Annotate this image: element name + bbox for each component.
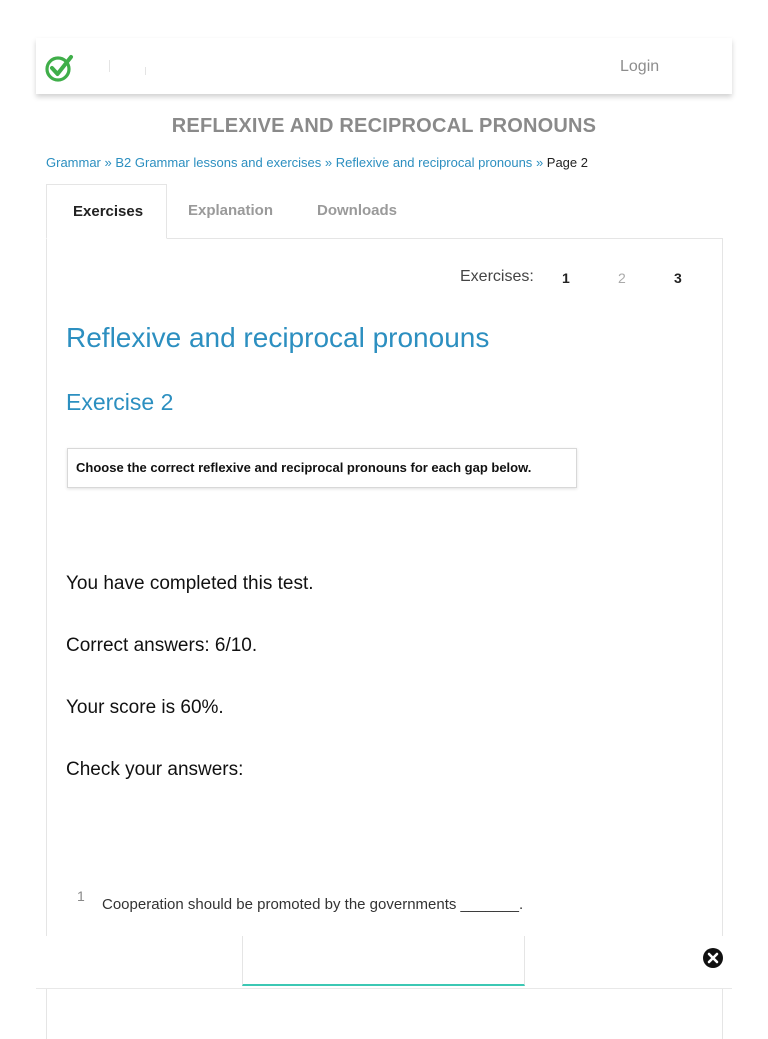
page-heading: REFLEXIVE AND RECIPROCAL PRONOUNS <box>171 115 597 137</box>
exercise-title: Exercise 2 <box>66 389 174 415</box>
question-number: 1 <box>77 888 85 904</box>
site-header <box>36 38 732 94</box>
ad-banner[interactable] <box>242 936 525 986</box>
content-title: Reflexive and reciprocal pronouns <box>66 322 490 353</box>
login-link[interactable]: Login <box>620 58 660 75</box>
score-text: Your score is 60%. <box>66 697 224 718</box>
breadcrumb-separator: » <box>324 155 336 170</box>
completion-message: You have completed this test. <box>66 573 314 594</box>
ad-footer-bar <box>36 936 732 989</box>
tab-exercises[interactable]: Exercises <box>46 184 167 239</box>
exercise-page-3[interactable]: 3 <box>674 270 682 286</box>
breadcrumb <box>46 155 588 170</box>
breadcrumb-link-b2-grammar[interactable]: B2 Grammar lessons and exercises <box>115 155 322 170</box>
instructions-box: Choose the correct reflexive and reciprocal pronouns for each gap below. <box>67 448 577 488</box>
breadcrumb-current: Page 2 <box>546 155 588 170</box>
tab-explanation[interactable]: Explanation <box>188 202 274 219</box>
breadcrumb-separator: » <box>104 155 116 170</box>
close-icon[interactable] <box>702 947 724 969</box>
checkmark-logo-icon[interactable] <box>44 53 74 83</box>
exercise-nav-label: Exercises: <box>460 268 534 285</box>
breadcrumb-separator: » <box>535 155 547 170</box>
correct-answers-text: Correct answers: 6/10. <box>66 635 258 656</box>
breadcrumb-link-reflexive-pronouns[interactable]: Reflexive and reciprocal pronouns <box>335 155 533 170</box>
exercise-page-2-current: 2 <box>618 270 626 286</box>
breadcrumb-link-grammar[interactable]: Grammar <box>46 155 101 170</box>
header-divider <box>145 67 146 75</box>
header-divider <box>109 60 110 72</box>
tab-downloads[interactable]: Downloads <box>317 202 398 219</box>
exercise-page-1[interactable]: 1 <box>562 270 570 286</box>
question-text: Cooperation should be promoted by the governments _______. <box>102 896 524 913</box>
check-answers-heading: Check your answers: <box>66 759 244 780</box>
